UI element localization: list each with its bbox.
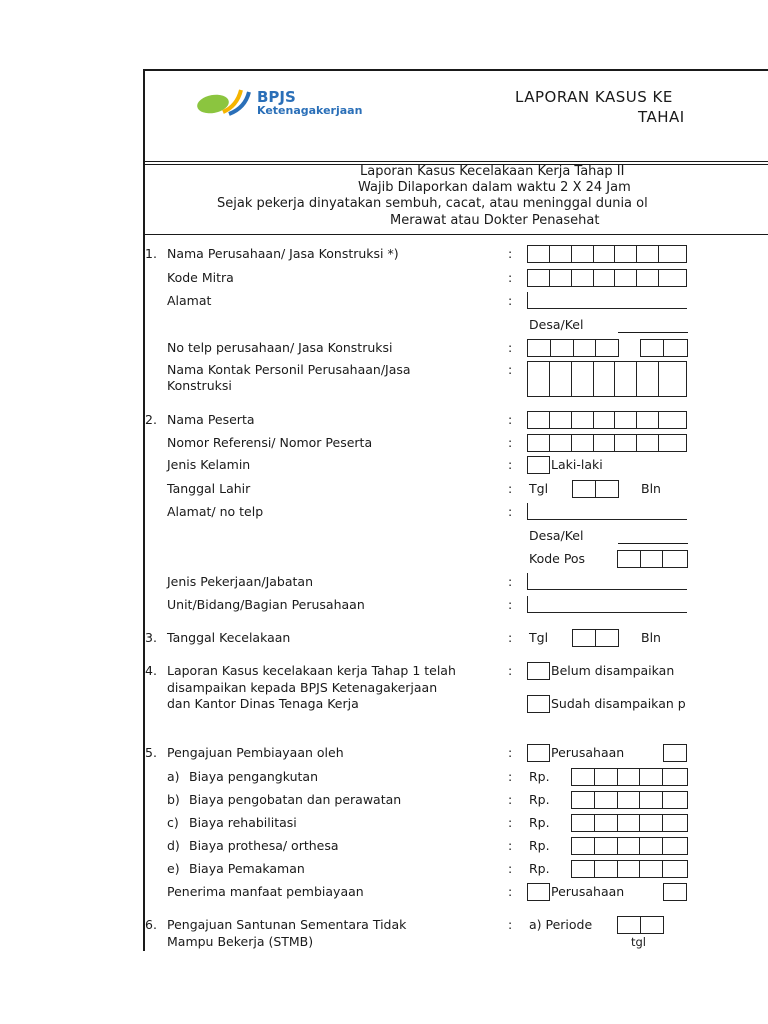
colon: : xyxy=(508,792,513,807)
biaya-pemakaman-marker: e) xyxy=(167,861,180,876)
colon: : xyxy=(508,815,513,830)
rp-label: Rp. xyxy=(529,815,550,830)
page-title: LAPORAN KASUS KE xyxy=(515,88,673,106)
colon: : xyxy=(508,457,513,472)
bln-label: Bln xyxy=(641,481,661,496)
penerima-other-checkbox[interactable] xyxy=(663,883,687,901)
colon: : xyxy=(508,884,513,899)
pengajuan-other-checkbox[interactable] xyxy=(663,744,687,762)
stmb-label-2: Mampu Bekerja (STMB) xyxy=(167,934,314,949)
biaya-pengangkutan-label: Biaya pengangkutan xyxy=(189,769,318,784)
desa-kel-underline[interactable] xyxy=(618,543,688,544)
periode-tgl-field[interactable] xyxy=(617,916,664,934)
sudah-disampaikan-checkbox[interactable] xyxy=(527,695,550,713)
laki-laki-checkbox[interactable] xyxy=(527,456,550,474)
alamat-label: Alamat xyxy=(167,293,212,308)
nama-kontak-label-2: Konstruksi xyxy=(167,378,232,393)
nama-kontak-field[interactable] xyxy=(527,361,687,397)
jenis-kelamin-label: Jenis Kelamin xyxy=(167,457,251,472)
biaya-pengobatan-label: Biaya pengobatan dan perawatan xyxy=(189,792,402,807)
belum-disampaikan-label: Belum disampaikan xyxy=(551,663,675,678)
subheader-line-3: Sejak pekerja dinyatakan sembuh, cacat, atau meninggal dunia ol xyxy=(217,196,648,211)
section-1-number: 1. xyxy=(145,246,157,261)
colon: : xyxy=(508,663,513,678)
kode-mitra-field[interactable] xyxy=(527,269,687,287)
colon: : xyxy=(508,504,513,519)
bpjs-logo xyxy=(193,86,393,120)
colon: : xyxy=(508,481,513,496)
colon: : xyxy=(508,630,513,645)
no-telp-label: No telp perusahaan/ Jasa Konstruksi xyxy=(167,340,393,355)
laki-laki-label: Laki-laki xyxy=(551,457,603,472)
colon: : xyxy=(508,435,513,450)
alamat-telp-field[interactable] xyxy=(527,503,687,520)
biaya-pengobatan-marker: b) xyxy=(167,792,180,807)
penerima-perusahaan-label: Perusahaan xyxy=(551,884,625,899)
colon: : xyxy=(508,270,513,285)
colon: : xyxy=(508,340,513,355)
subheader-line-4: Merawat atau Dokter Penasehat xyxy=(390,213,600,228)
nomor-referensi-label: Nomor Referensi/ Nomor Peserta xyxy=(167,435,373,450)
colon: : xyxy=(508,917,513,932)
tanggal-kecelakaan-label: Tanggal Kecelakaan xyxy=(167,630,291,645)
subheader-line-1: Laporan Kasus Kecelakaan Kerja Tahap II xyxy=(360,164,625,179)
biaya-prothesa-marker: d) xyxy=(167,838,180,853)
section-2-number: 2. xyxy=(145,412,157,427)
logo-name: BPJS xyxy=(257,88,296,106)
section-6-number: 6. xyxy=(145,917,157,932)
laporan-tahap-1-label: Laporan Kasus kecelakaan kerja Tahap 1 telah xyxy=(167,663,456,678)
nama-perusahaan-label: Nama Perusahaan/ Jasa Konstruksi *) xyxy=(167,246,399,261)
no-telp-area-field[interactable] xyxy=(527,339,619,357)
tanggal-kecelakaan-tgl-field[interactable] xyxy=(572,629,619,647)
desa-kel-label: Desa/Kel xyxy=(529,528,584,543)
biaya-pemakaman-label: Biaya Pemakaman xyxy=(189,861,305,876)
unit-bidang-label: Unit/Bidang/Bagian Perusahaan xyxy=(167,597,365,612)
rp-label: Rp. xyxy=(529,861,550,876)
colon: : xyxy=(508,574,513,589)
section-3-number: 3. xyxy=(145,630,157,645)
nama-peserta-label: Nama Peserta xyxy=(167,412,255,427)
sudah-disampaikan-label: Sudah disampaikan p xyxy=(551,696,686,711)
section-5-number: 5. xyxy=(145,745,157,760)
frame-left-border xyxy=(143,69,145,951)
bln-label: Bln xyxy=(641,630,661,645)
tgl-label: Tgl xyxy=(529,630,549,645)
no-telp-number-field[interactable] xyxy=(640,339,688,357)
belum-disampaikan-checkbox[interactable] xyxy=(527,662,550,680)
frame-top-border xyxy=(143,69,768,71)
colon: : xyxy=(508,745,513,760)
colon: : xyxy=(508,838,513,853)
nama-kontak-label: Nama Kontak Personil Perusahaan/Jasa xyxy=(167,362,411,377)
colon: : xyxy=(508,293,513,308)
biaya-prothesa-field[interactable] xyxy=(571,837,688,855)
section-4-number: 4. xyxy=(145,663,157,678)
stmb-label: Pengajuan Santunan Sementara Tidak xyxy=(167,917,407,932)
colon: : xyxy=(508,246,513,261)
bpjs-logo-icon xyxy=(193,86,253,120)
tanggal-lahir-label: Tanggal Lahir xyxy=(167,481,251,496)
periode-label: a) Periode xyxy=(529,917,593,932)
biaya-prothesa-label: Biaya prothesa/ orthesa xyxy=(189,838,339,853)
desa-kel-underline[interactable] xyxy=(618,332,688,333)
pengajuan-pembiayaan-label: Pengajuan Pembiayaan oleh xyxy=(167,745,344,760)
laporan-tahap-1-label-2: disampaikan kepada BPJS Ketenagakerjaan xyxy=(167,680,438,695)
tanggal-lahir-tgl-field[interactable] xyxy=(572,480,619,498)
penerima-perusahaan-checkbox[interactable] xyxy=(527,883,550,901)
page-title-2: TAHAI xyxy=(638,108,685,126)
periode-tgl-caption: tgl xyxy=(631,935,647,949)
biaya-pengangkutan-field[interactable] xyxy=(571,768,688,786)
desa-kel-label: Desa/Kel xyxy=(529,317,584,332)
alamat-field[interactable] xyxy=(527,292,687,309)
subheader-line-2: Wajib Dilaporkan dalam waktu 2 X 24 Jam xyxy=(358,180,631,195)
unit-bidang-field[interactable] xyxy=(527,596,687,613)
biaya-rehabilitasi-field[interactable] xyxy=(571,814,688,832)
logo-subtitle: Ketenagakerjaan xyxy=(257,104,363,117)
laporan-tahap-1-label-3: dan Kantor Dinas Tenaga Kerja xyxy=(167,696,359,711)
biaya-pemakaman-field[interactable] xyxy=(571,860,688,878)
colon: : xyxy=(508,597,513,612)
subheader-divider xyxy=(143,234,768,235)
jenis-pekerjaan-label: Jenis Pekerjaan/Jabatan xyxy=(167,574,314,589)
nama-peserta-field[interactable] xyxy=(527,411,687,429)
biaya-pengangkutan-marker: a) xyxy=(167,769,180,784)
header-divider xyxy=(143,161,768,162)
kode-pos-field[interactable] xyxy=(617,550,688,568)
pengajuan-perusahaan-label: Perusahaan xyxy=(551,745,625,760)
pengajuan-perusahaan-checkbox[interactable] xyxy=(527,744,550,762)
rp-label: Rp. xyxy=(529,769,550,784)
rp-label: Rp. xyxy=(529,838,550,853)
penerima-manfaat-label: Penerima manfaat pembiayaan xyxy=(167,884,364,899)
biaya-rehabilitasi-marker: c) xyxy=(167,815,179,830)
colon: : xyxy=(508,362,513,377)
colon: : xyxy=(508,412,513,427)
kode-pos-label: Kode Pos xyxy=(529,551,586,566)
jenis-pekerjaan-field[interactable] xyxy=(527,573,687,590)
alamat-telp-label: Alamat/ no telp xyxy=(167,504,264,519)
rp-label: Rp. xyxy=(529,792,550,807)
colon: : xyxy=(508,769,513,784)
nomor-referensi-field[interactable] xyxy=(527,434,687,452)
colon: : xyxy=(508,861,513,876)
biaya-pengobatan-field[interactable] xyxy=(571,791,688,809)
nama-perusahaan-field[interactable] xyxy=(527,245,687,263)
biaya-rehabilitasi-label: Biaya rehabilitasi xyxy=(189,815,297,830)
kode-mitra-label: Kode Mitra xyxy=(167,270,234,285)
tgl-label: Tgl xyxy=(529,481,549,496)
